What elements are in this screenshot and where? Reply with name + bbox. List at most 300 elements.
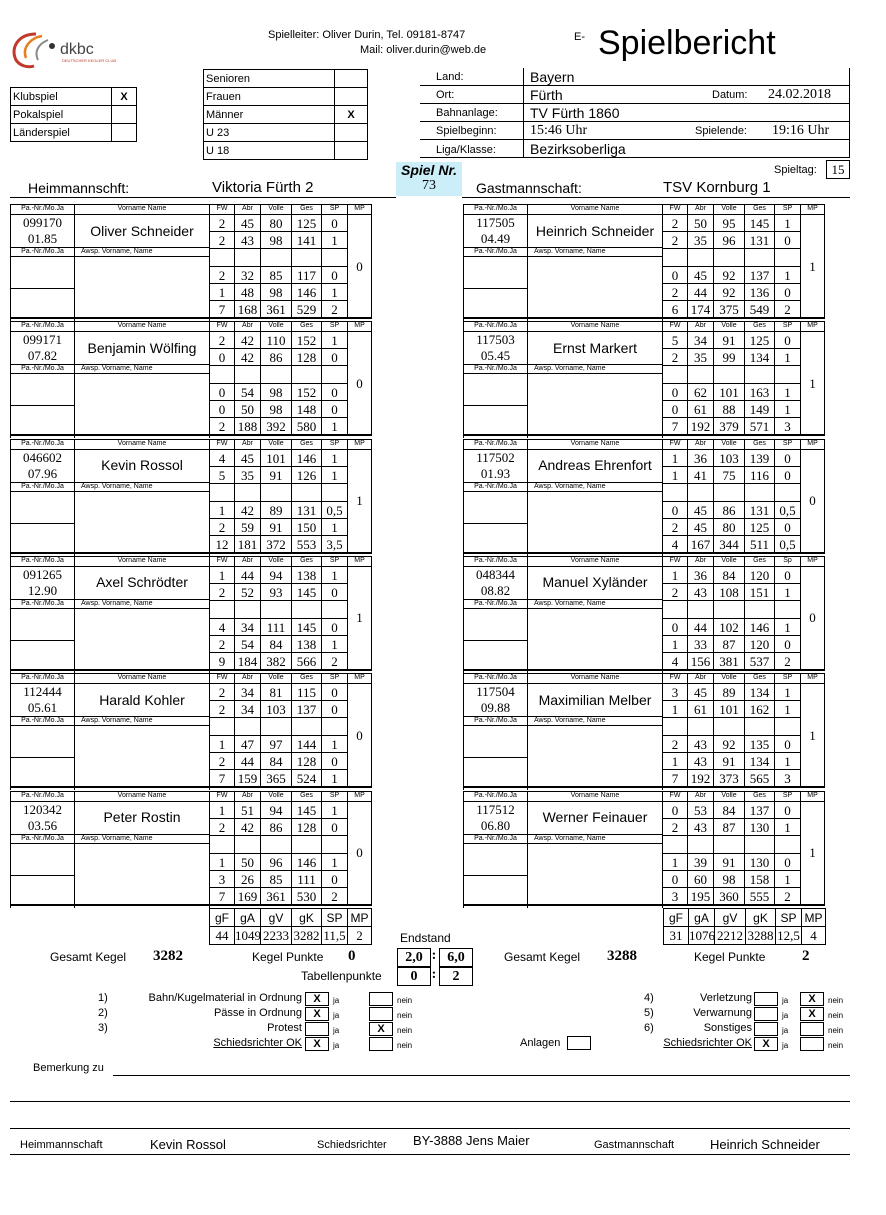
match-point: 0 — [800, 449, 825, 553]
lane-value: 3 — [662, 683, 688, 701]
empty-cell — [260, 365, 292, 384]
lane-value: 98 — [713, 870, 745, 888]
category-mark[interactable] — [335, 124, 368, 142]
total-value: 1 — [321, 417, 348, 435]
lane-value: 60 — [687, 870, 714, 888]
col-header-volle: Volle — [260, 321, 292, 332]
category-label: U 18 — [204, 142, 335, 160]
lane-value: 61 — [687, 400, 714, 418]
check-ja-box[interactable] — [305, 1022, 329, 1036]
sig-ref-label: Schiedsrichter — [317, 1139, 387, 1151]
lane-value: 87 — [713, 635, 745, 653]
col-header-mp: MP — [800, 673, 825, 684]
col-header-pa: Pa.-Nr./Mo.Ja — [10, 321, 75, 332]
total-value: 529 — [291, 300, 322, 318]
player-name: Oliver Schneider — [74, 214, 210, 248]
col-header-volle: Volle — [260, 204, 292, 215]
empty-cell — [291, 835, 322, 854]
empty-cell — [687, 600, 714, 619]
lane-value: 131 — [744, 231, 775, 249]
sub-divider — [10, 405, 75, 406]
lane-value: 0 — [662, 870, 688, 888]
empty-cell — [234, 248, 261, 267]
col-header-abr: Abr — [687, 673, 714, 684]
col-header-abr: Abr — [234, 321, 261, 332]
player-dob: 03.56 — [10, 818, 75, 835]
totals-home-value: 44 — [209, 926, 235, 945]
check-nein-box[interactable]: X — [369, 1022, 393, 1036]
lane-value: 1 — [662, 566, 688, 584]
category-mark[interactable] — [335, 142, 368, 160]
total-value: 381 — [713, 652, 745, 670]
lane-value: 0 — [774, 518, 801, 536]
lane-value: 35 — [687, 348, 714, 366]
home-player-block — [10, 204, 396, 321]
total-value: 169 — [234, 887, 261, 905]
lane-value: 43 — [687, 818, 714, 836]
lane-value: 0 — [321, 400, 348, 418]
svg-text:DEUTSCHER KEGLER CLUB: DEUTSCHER KEGLER CLUB — [62, 58, 117, 63]
total-value: 156 — [687, 652, 714, 670]
col-header-fw: FW — [662, 673, 688, 684]
total-value: 159 — [234, 769, 261, 787]
sub-name-cell[interactable] — [527, 256, 663, 321]
lane-value: 50 — [234, 853, 261, 871]
sig-home: Kevin Rossol — [150, 1137, 226, 1152]
player-id: 112444 — [10, 683, 75, 701]
lane-value: 0 — [321, 683, 348, 701]
total-value: 7 — [209, 300, 235, 318]
away-kegel-punkte: 2 — [802, 948, 810, 964]
lane-value: 144 — [291, 735, 322, 753]
empty-cell — [744, 248, 775, 267]
lane-value: 1 — [321, 853, 348, 871]
spiel-nr-box — [396, 162, 462, 196]
total-value: 361 — [260, 300, 292, 318]
lane-value: 111 — [260, 618, 292, 636]
organizer-line2: Mail: oliver.durin@web.de — [360, 44, 487, 56]
lane-value: 2 — [209, 266, 235, 284]
lane-value: 32 — [234, 266, 261, 284]
lane-value: 0 — [662, 618, 688, 636]
lane-value: 2 — [662, 518, 688, 536]
match-type-mark[interactable] — [112, 124, 137, 142]
lane-value: 44 — [687, 283, 714, 301]
empty-cell — [260, 717, 292, 736]
lane-value: 42 — [234, 501, 261, 519]
col-header-abr: Abr — [234, 439, 261, 450]
check-nein-label: nein — [828, 1011, 844, 1020]
col-header-ges: Ges — [744, 204, 775, 215]
check-ja-box[interactable]: X — [305, 992, 329, 1006]
total-value: 2 — [321, 300, 348, 318]
check-label: Protest — [267, 1022, 302, 1034]
total-value: 379 — [713, 417, 745, 435]
check-nein-box[interactable] — [369, 1007, 393, 1021]
check-ja-box[interactable] — [754, 1007, 778, 1021]
col-header-fw: FW — [209, 321, 235, 332]
lane-value: 36 — [687, 566, 714, 584]
col-header-sp: SP — [774, 204, 801, 215]
lane-value: 1 — [209, 501, 235, 519]
col-header-aswp: Awsp. Vorname, Name — [74, 482, 210, 492]
empty-cell — [713, 835, 745, 854]
lane-value: 101 — [260, 449, 292, 467]
lane-value: 151 — [744, 583, 775, 601]
empty-cell — [321, 835, 348, 854]
total-value: 2 — [321, 887, 348, 905]
totals-away-value: 12,5 — [775, 926, 802, 945]
sub-name-cell[interactable] — [74, 256, 210, 321]
home-team-label: Heimmannschft: — [28, 180, 130, 196]
col-header-mp: MP — [800, 439, 825, 450]
sub-name-cell[interactable] — [74, 491, 210, 556]
empty-cell — [321, 248, 348, 267]
lane-value: 135 — [744, 735, 775, 753]
empty-cell — [321, 483, 348, 502]
total-value: 1 — [321, 769, 348, 787]
player-dob: 09.88 — [463, 700, 528, 717]
category-mark[interactable]: X — [335, 106, 368, 124]
total-value: 2 — [321, 652, 348, 670]
empty-cell — [662, 717, 688, 736]
category-mark[interactable] — [335, 70, 368, 88]
check-nein-label: nein — [828, 996, 844, 1005]
ende-label: Spielende: — [695, 125, 747, 137]
col-header-ges: Ges — [291, 321, 322, 332]
check-nein-box[interactable]: X — [800, 992, 824, 1006]
match-type-label: Klubspiel — [11, 88, 112, 106]
lane-value: 1 — [774, 700, 801, 718]
match-point: 0 — [347, 331, 372, 435]
col-header-fw: FW — [662, 556, 688, 567]
svg-text:dkbc: dkbc — [60, 41, 94, 58]
col-header-mp: MP — [347, 321, 372, 332]
lane-value: 0 — [321, 752, 348, 770]
lane-value: 34 — [687, 331, 714, 349]
empty-cell — [713, 717, 745, 736]
col-header-volle: Volle — [713, 791, 745, 802]
lane-value: 2 — [662, 735, 688, 753]
spieltag-value: 15 — [826, 160, 850, 179]
empty-cell — [687, 483, 714, 502]
col-header-name: Vorname Name — [74, 673, 210, 684]
lane-value: 152 — [291, 383, 322, 401]
empty-cell — [687, 835, 714, 854]
lane-value: 0 — [774, 331, 801, 349]
total-value: 553 — [291, 535, 322, 553]
totals-home-value: 3282 — [291, 926, 322, 945]
lane-value: 1 — [209, 283, 235, 301]
col-header-volle: Volle — [713, 439, 745, 450]
land-label: Land: — [436, 71, 464, 83]
empty-cell — [662, 483, 688, 502]
check-ja-label: ja — [782, 1026, 789, 1035]
totals-header-sp: SP — [321, 908, 348, 927]
check-label: Verwarnung — [693, 1007, 752, 1019]
totals-header-mp: MP — [801, 908, 826, 927]
col-header-fw: FW — [662, 791, 688, 802]
col-header-pa: Pa.-Nr./Mo.Ja — [463, 204, 528, 215]
sub-name-cell[interactable] — [74, 843, 210, 908]
lane-value: 1 — [321, 801, 348, 819]
totals-home-value: 2 — [347, 926, 372, 945]
lane-value: 96 — [713, 231, 745, 249]
totals-header-ga: gA — [688, 908, 715, 927]
total-value: 571 — [744, 417, 775, 435]
col-header-fw: FW — [209, 673, 235, 684]
lane-value: 0 — [774, 853, 801, 871]
away-player-block — [463, 791, 849, 908]
lane-value: 0 — [662, 400, 688, 418]
col-header-sp: SP — [321, 556, 348, 567]
anlagen-box[interactable] — [567, 1036, 591, 1050]
lane-value: 137 — [744, 801, 775, 819]
block-separator — [10, 669, 372, 671]
lane-value: 80 — [260, 214, 292, 232]
col-header-sp: SP — [774, 439, 801, 450]
sub-divider — [10, 288, 75, 289]
lane-value: 51 — [234, 801, 261, 819]
empty-cell — [209, 600, 235, 619]
lane-value: 91 — [713, 752, 745, 770]
lane-value: 0 — [774, 735, 801, 753]
col-header-volle: Volle — [260, 439, 292, 450]
lane-value: 85 — [260, 870, 292, 888]
player-name: Andreas Ehrenfort — [527, 449, 663, 483]
total-value: 361 — [260, 887, 292, 905]
lane-value: 131 — [291, 501, 322, 519]
lane-value: 0 — [321, 266, 348, 284]
sub-name-cell[interactable] — [527, 608, 663, 673]
bemerkung-label: Bemerkung zu — [33, 1062, 104, 1074]
player-name: Manuel Xyländer — [527, 566, 663, 600]
datum-value: 24.02.2018 — [768, 87, 831, 102]
category-table — [203, 69, 368, 160]
block-separator — [463, 317, 825, 319]
lane-value: 94 — [260, 801, 292, 819]
lane-value: 2 — [662, 283, 688, 301]
col-header-pa: Pa.-Nr./Mo.Ja — [10, 556, 75, 567]
lane-value: 33 — [687, 635, 714, 653]
check-nein-box[interactable] — [369, 992, 393, 1006]
lane-value: 138 — [291, 566, 322, 584]
spiel-nr-value: 73 — [422, 178, 436, 193]
lane-value: 134 — [744, 683, 775, 701]
empty-cell — [713, 248, 745, 267]
bahn-value: TV Fürth 1860 — [530, 105, 620, 121]
check-nein-label: nein — [397, 996, 413, 1005]
liga-value: Bezirksoberliga — [530, 141, 626, 157]
check-nein-box[interactable] — [800, 1037, 824, 1051]
sub-name-cell[interactable] — [74, 608, 210, 673]
lane-value: 1 — [774, 818, 801, 836]
sub-divider — [463, 640, 528, 641]
total-value: 566 — [291, 652, 322, 670]
lane-value: 98 — [260, 400, 292, 418]
match-type-mark[interactable]: X — [112, 88, 137, 106]
player-id: 048344 — [463, 566, 528, 584]
check-nein-box[interactable] — [800, 1022, 824, 1036]
col-header-aswp: Awsp. Vorname, Name — [74, 834, 210, 844]
lane-value: 152 — [291, 331, 322, 349]
col-header-name: Vorname Name — [527, 556, 663, 567]
block-separator — [463, 786, 825, 788]
sub-name-cell[interactable] — [527, 373, 663, 438]
lane-value: 86 — [260, 348, 292, 366]
col-header-ges: Ges — [744, 791, 775, 802]
lane-value: 1 — [321, 449, 348, 467]
col-header-ges: Ges — [744, 439, 775, 450]
lane-value: 62 — [687, 383, 714, 401]
away-player-block — [463, 673, 849, 790]
total-value: 192 — [687, 769, 714, 787]
check-nein-label: nein — [397, 1041, 413, 1050]
land-value: Bayern — [530, 69, 575, 85]
empty-cell — [291, 483, 322, 502]
lane-value: 1 — [321, 518, 348, 536]
category-mark[interactable] — [335, 88, 368, 106]
lane-value: 0 — [774, 466, 801, 484]
lane-value: 145 — [291, 801, 322, 819]
lane-value: 54 — [234, 383, 261, 401]
empty-cell — [687, 717, 714, 736]
col-header-pa-sub: Pa.-Nr./Mo.Ja — [463, 247, 528, 257]
lane-value: 1 — [774, 383, 801, 401]
total-value: 195 — [687, 887, 714, 905]
lane-value: 1 — [662, 635, 688, 653]
check-num: 5) — [644, 1007, 654, 1019]
totals-header-mp: MP — [347, 908, 372, 927]
total-value: 9 — [209, 652, 235, 670]
col-header-name: Vorname Name — [527, 321, 663, 332]
block-separator — [10, 317, 372, 319]
empty-cell — [260, 835, 292, 854]
lane-value: 44 — [687, 618, 714, 636]
sub-name-cell[interactable] — [527, 843, 663, 908]
empty-cell — [744, 483, 775, 502]
lane-value: 1 — [662, 466, 688, 484]
category-label: Senioren — [204, 70, 335, 88]
lane-value: 146 — [291, 449, 322, 467]
home-player-block — [10, 556, 396, 673]
check-ja-box[interactable]: X — [754, 1037, 778, 1051]
empty-cell — [687, 248, 714, 267]
lane-value: 94 — [260, 566, 292, 584]
check-ja-box[interactable] — [754, 1022, 778, 1036]
col-header-ges: Ges — [291, 556, 322, 567]
sub-name-cell[interactable] — [74, 373, 210, 438]
tabellen-home: 0 — [397, 967, 431, 986]
sub-divider — [10, 757, 75, 758]
block-separator — [463, 434, 825, 436]
total-value: 7 — [662, 769, 688, 787]
total-value: 188 — [234, 417, 261, 435]
total-value: 382 — [260, 652, 292, 670]
lane-value: 146 — [744, 618, 775, 636]
lane-value: 88 — [713, 400, 745, 418]
lane-value: 136 — [744, 283, 775, 301]
endstand-label: Endstand — [400, 931, 451, 945]
empty-cell — [662, 835, 688, 854]
lane-value: 91 — [260, 466, 292, 484]
check-ja-box[interactable] — [754, 992, 778, 1006]
lane-value: 43 — [687, 752, 714, 770]
lane-value: 1 — [774, 870, 801, 888]
lane-value: 2 — [209, 683, 235, 701]
lane-value: 0 — [321, 348, 348, 366]
player-id: 120342 — [10, 801, 75, 819]
col-header-sp: SP — [321, 673, 348, 684]
lane-value: 34 — [234, 618, 261, 636]
match-point: 0 — [347, 683, 372, 787]
check-ja-box[interactable]: X — [305, 1007, 329, 1021]
totals-home-value: 11,5 — [321, 926, 348, 945]
col-header-pa-sub: Pa.-Nr./Mo.Ja — [10, 834, 75, 844]
empty-cell — [774, 600, 801, 619]
total-value: 530 — [291, 887, 322, 905]
check-nein-label: nein — [397, 1026, 413, 1035]
lane-value: 2 — [209, 752, 235, 770]
player-dob: 08.82 — [463, 583, 528, 600]
sub-name-cell[interactable] — [74, 725, 210, 790]
empty-cell — [260, 600, 292, 619]
empty-cell — [291, 248, 322, 267]
check-ja-box[interactable]: X — [305, 1037, 329, 1051]
col-header-pa-sub: Pa.-Nr./Mo.Ja — [463, 834, 528, 844]
lane-value: 35 — [687, 231, 714, 249]
lane-value: 2 — [662, 231, 688, 249]
lane-value: 1 — [774, 583, 801, 601]
lane-value: 1 — [774, 214, 801, 232]
empty-cell — [662, 248, 688, 267]
empty-cell — [687, 365, 714, 384]
sub-name-cell[interactable] — [527, 725, 663, 790]
lane-value: 108 — [713, 583, 745, 601]
col-header-aswp: Awsp. Vorname, Name — [74, 247, 210, 257]
col-header-fw: FW — [209, 556, 235, 567]
total-value: 565 — [744, 769, 775, 787]
check-nein-box[interactable]: X — [800, 1007, 824, 1021]
empty-cell — [209, 483, 235, 502]
lane-value: 134 — [744, 348, 775, 366]
match-type-mark[interactable] — [112, 106, 137, 124]
empty-cell — [291, 600, 322, 619]
lane-value: 89 — [713, 683, 745, 701]
lane-value: 120 — [744, 635, 775, 653]
sub-name-cell[interactable] — [527, 491, 663, 556]
lane-value: 80 — [713, 518, 745, 536]
player-id: 117512 — [463, 801, 528, 819]
lane-value: 97 — [260, 735, 292, 753]
lane-value: 111 — [291, 870, 322, 888]
block-separator — [463, 552, 825, 554]
col-header-volle: Volle — [713, 204, 745, 215]
lane-value: 0 — [209, 383, 235, 401]
lane-value: 75 — [713, 466, 745, 484]
lane-value: 145 — [291, 618, 322, 636]
col-header-name: Vorname Name — [527, 791, 663, 802]
lane-value: 36 — [687, 449, 714, 467]
empty-cell — [321, 600, 348, 619]
check-nein-label: nein — [828, 1026, 844, 1035]
check-nein-box[interactable] — [369, 1037, 393, 1051]
lane-value: 145 — [744, 214, 775, 232]
col-header-aswp: Awsp. Vorname, Name — [74, 364, 210, 374]
player-dob: 01.85 — [10, 231, 75, 248]
player-name: Harald Kohler — [74, 683, 210, 717]
col-header-name: Vorname Name — [74, 556, 210, 567]
